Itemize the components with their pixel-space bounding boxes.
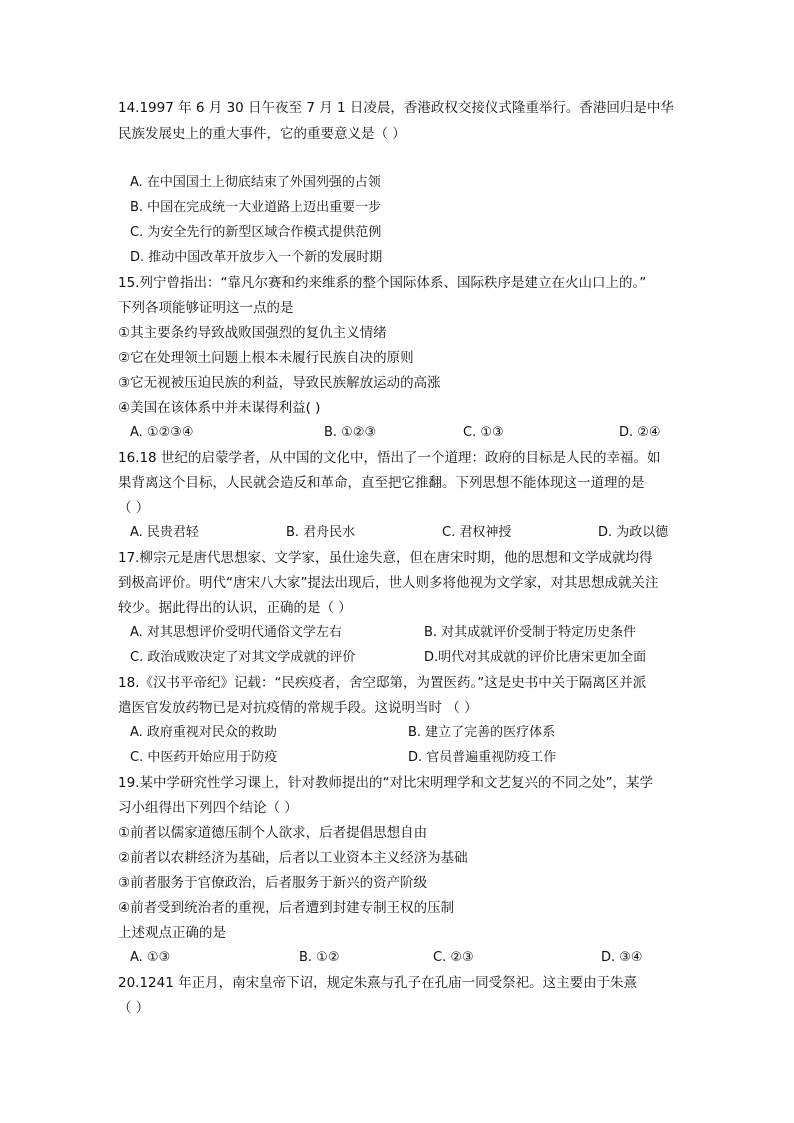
- q19-option-d: D. ③④: [601, 950, 643, 965]
- q16-stem-line1: 16.18 世纪的启蒙学者，从中国的文化中，悟出了一个道理：政府的目标是人民的幸福。如: [118, 450, 661, 466]
- q20-stem-line2: （ ）: [118, 1000, 150, 1016]
- q15-item-1: ①其主要条约导致战败国强烈的复仇主义情绪: [118, 325, 387, 341]
- q19-item-4: ④前者受到统治者的重视，后者遭到封建专制王权的压制: [118, 900, 455, 916]
- q16-option-d: D. 为政以德: [598, 525, 669, 540]
- q15-item-4: ④美国在该体系中并未谋得利益( ): [118, 400, 321, 416]
- q19-item-1: ①前者以儒家道德压制个人欲求，后者提倡思想自由: [118, 825, 428, 841]
- q20-stem-line1: 20.1241 年正月，南宋皇帝下诏，规定朱熹与孔子在孔庙一同受祭祀。这主要由于朱熹: [118, 975, 638, 991]
- q14-option-c: C. 为安全先行的新型区域合作模式提供范例: [130, 225, 382, 240]
- q16-option-a: A. 民贵君轻: [130, 525, 199, 540]
- q14-option-d: D. 推动中国改革开放步入一个新的发展时期: [130, 250, 383, 265]
- q18-option-c: C. 中医药开始应用于防疫: [130, 750, 278, 765]
- q14-option-a: A. 在中国国土上彻底结束了外国列强的占领: [130, 175, 381, 190]
- q16-stem-line2: 果背离这个目标，人民就会造反和革命，直至把它推翻。下列思想不能体现这一道理的是: [118, 475, 645, 491]
- q15-stem-line1: 15.列宁曾指出：“靠凡尔赛和约来维系的整个国际体系、国际秩序是建立在火山口上的。”: [118, 275, 647, 291]
- q17-stem-line2: 到极高评价。明代“唐宋八大家”提法出现后，世人则多将他视为文学家，对其思想成就关注: [118, 575, 659, 591]
- q17-stem-line1: 17.柳宗元是唐代思想家、文学家，虽仕途失意，但在唐宋时期，他的思想和文学成就均得: [118, 550, 653, 566]
- q19-option-c: C. ②③: [433, 950, 474, 965]
- q14-stem-line1: 14.1997 年 6 月 30 日午夜至 7 月 1 日凌晨，香港政权交接仪式隆重举行。香港回归是中华: [118, 100, 674, 116]
- q19-item-2: ②前者以农耕经济为基础，后者以工业资本主义经济为基础: [118, 850, 468, 866]
- q19-stem-line1: 19.某中学研究性学习课上，针对教师提出的“对比宋明理学和文艺复兴的不同之处”，某学: [118, 775, 653, 791]
- q16-option-b: B. 君舟民水: [286, 525, 356, 540]
- q18-option-b: B. 建立了完善的医疗体系: [408, 725, 556, 740]
- q14-option-b: B. 中国在完成统一大业道路上迈出重要一步: [130, 200, 382, 215]
- q18-option-a: A. 政府重视对民众的救助: [130, 725, 277, 740]
- q19-option-a: A. ①③: [130, 950, 171, 965]
- q17-option-a: A. 对其思想评价受明代通俗文学左右: [130, 625, 342, 640]
- q19-stem-line2: 习小组得出下列四个结论（ ）: [118, 800, 298, 816]
- q18-stem-line2: 遣医官发放药物已是对抗疫情的常规手段。这说明当时 （ ）: [118, 700, 478, 716]
- q19-option-b: B. ①②: [299, 950, 340, 965]
- q16-stem-line3: （ ）: [118, 500, 150, 516]
- q19-item-3: ③前者服务于官僚政治，后者服务于新兴的资产阶级: [118, 875, 428, 891]
- q19-summary: 上述观点正确的是: [118, 925, 226, 941]
- q18-option-d: D. 官员普遍重视防疫工作: [408, 750, 557, 765]
- q15-item-3: ③它无视被压迫民族的利益，导致民族解放运动的高涨: [118, 375, 441, 391]
- q15-option-a: A. ①②③④: [130, 425, 194, 440]
- q18-stem-line1: 18.《汉书平帝纪》记载：“民疾疫者，舍空邸第，为置医药。”这是史书中关于隔离区并派: [118, 675, 647, 691]
- q17-option-d: D.明代对其成就的评价比唐宋更加全面: [424, 650, 647, 665]
- q15-item-2: ②它在处理领土问题上根本未履行民族自决的原则: [118, 350, 414, 366]
- q15-option-c: C. ①③: [463, 425, 504, 440]
- q15-stem-line2: 下列各项能够证明这一点的是: [118, 300, 294, 316]
- q15-option-d: D. ②④: [619, 425, 661, 440]
- q17-option-b: B. 对其成就评价受制于特定历史条件: [424, 625, 637, 640]
- q14-stem-line2: 民族发展史上的重大事件，它的重要意义是（ ）: [118, 126, 406, 142]
- q15-option-b: B. ①②③: [324, 425, 377, 440]
- q17-option-c: C. 政治成败决定了对其文学成就的评价: [130, 650, 356, 665]
- q17-stem-line3: 较少。据此得出的认识，正确的是（ ）: [118, 600, 352, 616]
- q16-option-c: C. 君权神授: [442, 525, 512, 540]
